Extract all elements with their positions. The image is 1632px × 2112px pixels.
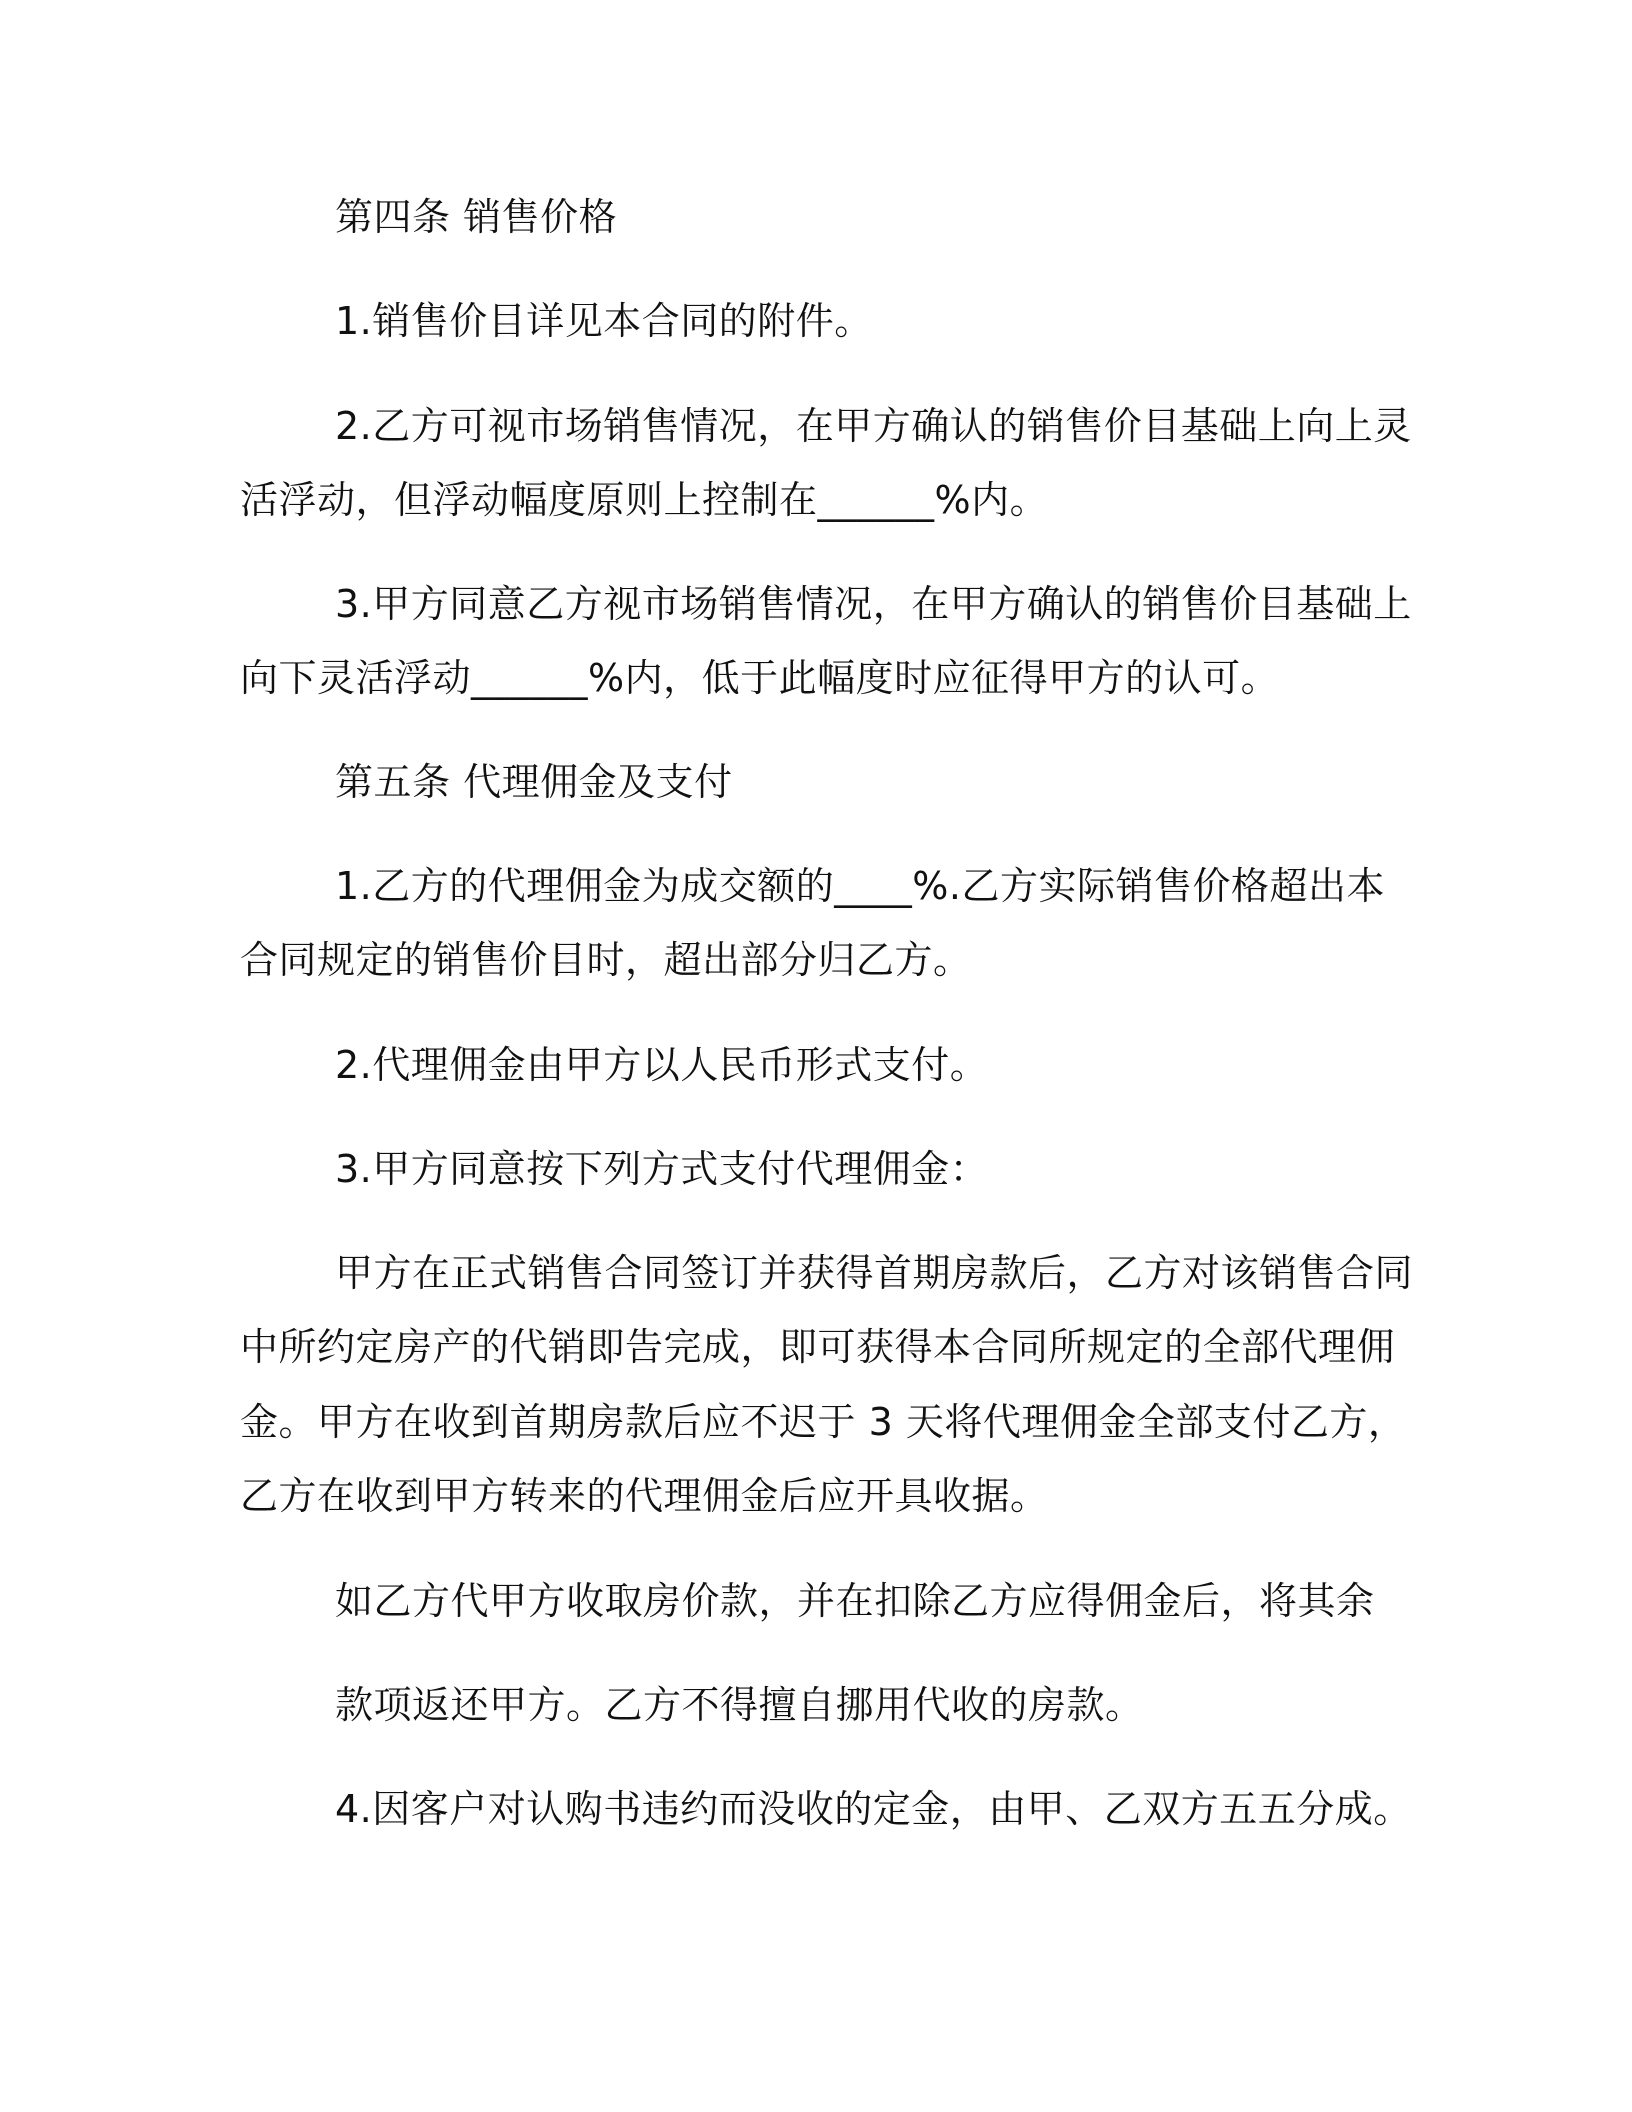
article5-para1-line4: 乙方在收到甲方转来的代理佣金后应开具收据。 xyxy=(240,1474,1049,1518)
article5-item1-line2: 合同规定的销售价目时，超出部分归乙方。 xyxy=(240,938,972,982)
article5-para1-line1: 甲方在正式销售合同签订并获得首期房款后，乙方对该销售合同 xyxy=(335,1251,1414,1295)
article5-item1-line1: 1.乙方的代理佣金为成交额的____%.乙方实际销售价格超出本 xyxy=(335,864,1385,908)
article5-item4: 4.因客户对认购书违约而没收的定金，由甲、乙双方五五分成。 xyxy=(335,1787,1412,1831)
article5-para2-line1: 如乙方代甲方收取房价款，并在扣除乙方应得佣金后，将其余 xyxy=(335,1579,1375,1623)
article4-item3-line1: 3.甲方同意乙方视市场销售情况，在甲方确认的销售价目基础上 xyxy=(335,582,1412,626)
article5-para1-line2: 中所约定房产的代销即告完成，即可获得本合同所规定的全部代理佣 xyxy=(240,1325,1396,1369)
article5-item2: 2.代理佣金由甲方以人民币形式支付。 xyxy=(335,1043,989,1087)
article4-item2-line1: 2.乙方可视市场销售情况，在甲方确认的销售价目基础上向上灵 xyxy=(335,404,1412,448)
article4-item3-line2: 向下灵活浮动______%内，低于此幅度时应征得甲方的认可。 xyxy=(240,656,1280,700)
article5-para2-line2: 款项返还甲方。乙方不得擅自挪用代收的房款。 xyxy=(335,1683,1144,1727)
article5-para1-line3: 金。甲方在收到首期房款后应不迟于 3 天将代理佣金全部支付乙方， xyxy=(240,1400,1407,1444)
article4-item2-line2: 活浮动，但浮动幅度原则上控制在______%内。 xyxy=(240,478,1049,522)
article4-item1: 1.销售价目详见本合同的附件。 xyxy=(335,299,873,343)
article5-item3: 3.甲方同意按下列方式支付代理佣金： xyxy=(335,1147,989,1191)
article4-heading: 第四条 销售价格 xyxy=(335,195,618,239)
article5-heading: 第五条 代理佣金及支付 xyxy=(335,760,733,804)
